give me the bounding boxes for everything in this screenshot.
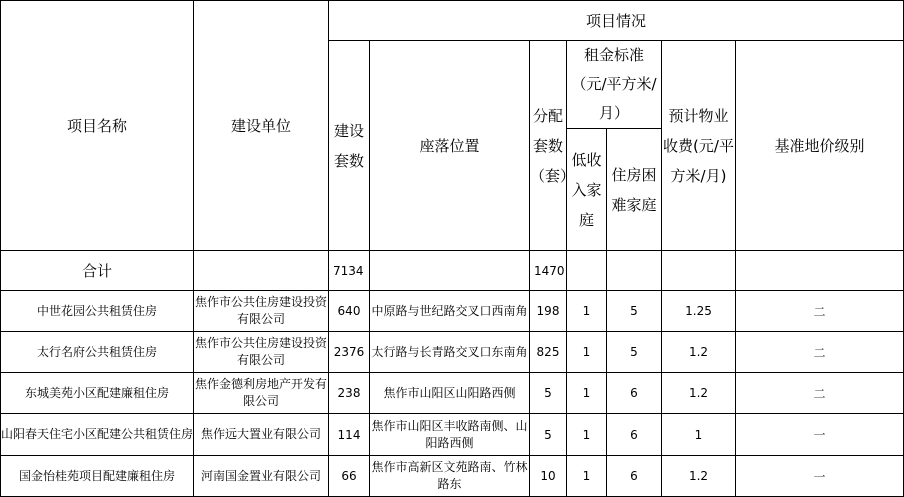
total-row	[1, 251, 904, 291]
total-builder-empty	[194, 251, 329, 291]
header-project-info: 项目情况	[329, 1, 904, 41]
location: 焦作市山阳区山阳路西侧	[370, 373, 530, 414]
build-count: 238	[329, 373, 370, 414]
total-grade-empty	[736, 251, 904, 291]
allocated-count: 198	[530, 291, 567, 332]
low-income: 1	[567, 373, 607, 414]
low-income: 1	[567, 414, 607, 456]
header-builder: 建设单位	[194, 1, 329, 251]
total-difficulty-empty	[607, 251, 662, 291]
land-grade: 二	[736, 373, 904, 414]
allocated-count: 825	[530, 332, 567, 373]
build-count: 2376	[329, 332, 370, 373]
housing-difficulty: 5	[607, 291, 662, 332]
build-count: 640	[329, 291, 370, 332]
land-grade: 二	[736, 332, 904, 373]
location: 焦作市高新区文苑路南、竹林路东	[370, 456, 530, 497]
property-fee: 1.2	[662, 373, 736, 414]
location: 太行路与长青路交叉口东南角	[370, 332, 530, 373]
header-project-name: 项目名称	[1, 1, 194, 251]
land-grade: 一	[736, 456, 904, 497]
property-fee: 1.2	[662, 332, 736, 373]
table-row	[1, 291, 904, 332]
builder: 焦作市公共住房建设投资有限公司	[194, 332, 329, 373]
header-property-fee: 预计物业收费(元/平方米/月)	[662, 41, 736, 251]
property-fee: 1.25	[662, 291, 736, 332]
header-build-count: 建设套数	[329, 41, 370, 251]
housing-difficulty: 6	[607, 373, 662, 414]
header-allocated-count: 分配套数（套）	[530, 41, 567, 251]
project-name: 东城美苑小区配建廉租住房	[1, 373, 194, 414]
table-row	[1, 373, 904, 414]
build-count: 66	[329, 456, 370, 497]
total-build-count: 7134	[329, 251, 370, 291]
header-housing-difficulty: 住房困难家庭	[607, 129, 662, 251]
allocated-count: 10	[530, 456, 567, 497]
header-low-income: 低收入家庭	[567, 129, 607, 251]
project-name: 国金怡桂苑项目配建廉租住房	[1, 456, 194, 497]
header-land-grade: 基准地价级别	[736, 41, 904, 251]
low-income: 1	[567, 291, 607, 332]
builder: 河南国金置业有限公司	[194, 456, 329, 497]
housing-difficulty: 6	[607, 456, 662, 497]
property-fee: 1	[662, 414, 736, 456]
builder: 焦作市公共住房建设投资有限公司	[194, 291, 329, 332]
total-fee-empty	[662, 251, 736, 291]
total-allocated-count: 1470	[530, 251, 567, 291]
builder: 焦作金德利房地产开发有限公司	[194, 373, 329, 414]
low-income: 1	[567, 456, 607, 497]
project-name: 山阳春天住宅小区配建公共租赁住房	[1, 414, 194, 456]
header-location: 座落位置	[370, 41, 530, 251]
land-grade: 一	[736, 414, 904, 456]
location: 中原路与世纪路交叉口西南角	[370, 291, 530, 332]
total-low-income-empty	[567, 251, 607, 291]
table-row	[1, 414, 904, 456]
table-row	[1, 332, 904, 373]
total-label: 合计	[1, 251, 194, 291]
property-fee: 1.2	[662, 456, 736, 497]
location: 焦作市山阳区丰收路南侧、山阳路西侧	[370, 414, 530, 456]
project-name: 太行名府公共租赁住房	[1, 332, 194, 373]
allocated-count: 5	[530, 373, 567, 414]
builder: 焦作远大置业有限公司	[194, 414, 329, 456]
header-rent-standard: 租金标准（元/平方米/月）	[567, 41, 662, 129]
low-income: 1	[567, 332, 607, 373]
housing-difficulty: 5	[607, 332, 662, 373]
housing-difficulty: 6	[607, 414, 662, 456]
land-grade: 二	[736, 291, 904, 332]
allocated-count: 5	[530, 414, 567, 456]
total-location-empty	[370, 251, 530, 291]
build-count: 114	[329, 414, 370, 456]
project-name: 中世花园公共租赁住房	[1, 291, 194, 332]
table-row	[1, 456, 904, 497]
